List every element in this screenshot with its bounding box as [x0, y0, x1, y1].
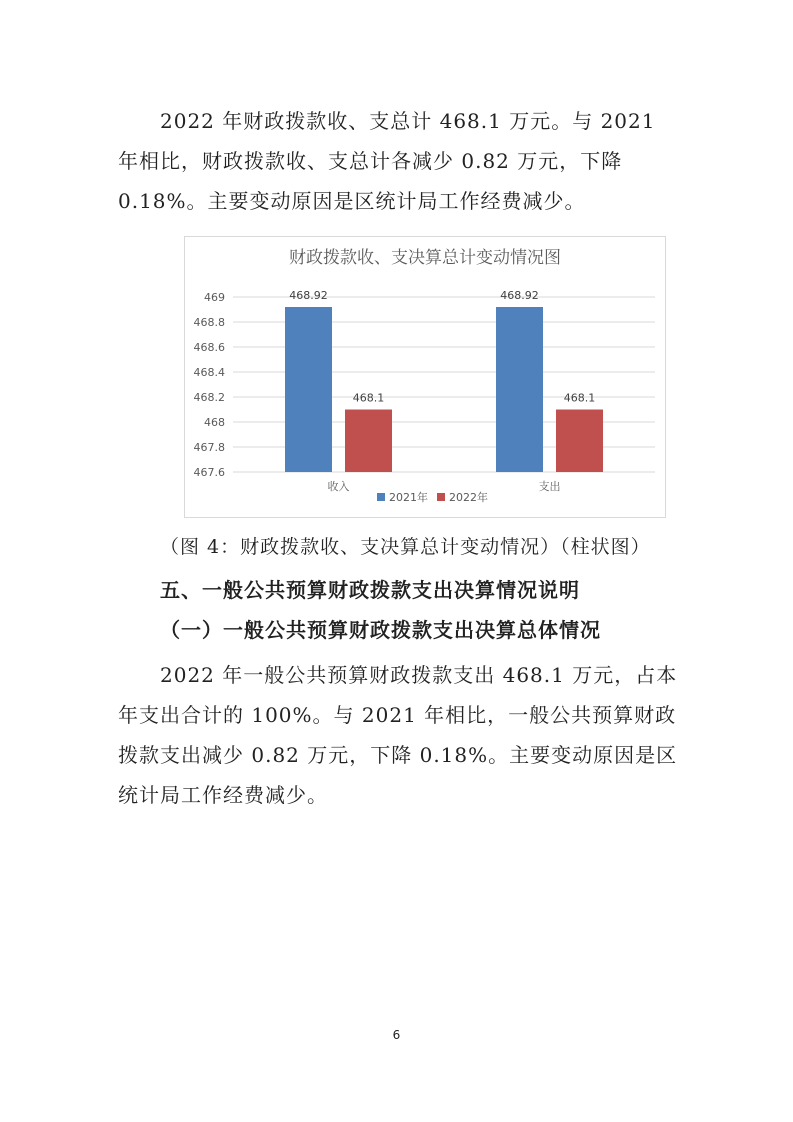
- section-heading: 五、一般公共预算财政拨款支出决算情况说明: [160, 578, 580, 602]
- y-tick-label: 468.6: [193, 341, 225, 354]
- data-label: 468.92: [289, 289, 328, 302]
- y-tick-label: 468: [204, 416, 225, 429]
- legend-swatch: [437, 493, 445, 501]
- chart-title: 财政拨款收、支决算总计变动情况图: [289, 248, 561, 268]
- x-category-label: 收入: [327, 480, 350, 493]
- data-label: 468.1: [352, 391, 385, 405]
- page-number: 6: [392, 1028, 401, 1042]
- data-label: 468.1: [563, 391, 596, 405]
- bar-chart-svg: [185, 237, 665, 517]
- x-category-label: 支出: [538, 480, 561, 493]
- paragraph-general-budget: [118, 655, 678, 815]
- y-tick-label: 468.8: [193, 316, 225, 329]
- paragraph-budget-total-text: 2022 年财政拨款收、支总计 468.1 万元。与 2021 年相比，财政拨款收、支总计各减少 0.82 万元，下降 0.18%。主要变动原因是区统计局工作经费减少。: [118, 109, 656, 213]
- y-tick-label: 468.4: [193, 366, 225, 379]
- y-tick-label: 469: [204, 291, 225, 304]
- bar-2021: [496, 307, 543, 472]
- data-label: 468.92: [500, 289, 539, 302]
- bar-2022: [345, 410, 392, 473]
- paragraph-general-budget-text: 2022 年一般公共预算财政拨款支出 468.1 万元，占本年支出合计的 100%。与 2021 年相比，一般公共预算财政拨款支出减少 0.82 万元，下降 0.18%。主要变动原因是区统计局工作经费减少。: [118, 663, 678, 807]
- y-tick-label: 468.2: [193, 391, 225, 404]
- figure-caption: （图 4：财政拨款收、支决算总计变动情况）（柱状图）: [160, 536, 651, 558]
- y-tick-label: 467.8: [193, 441, 225, 454]
- legend-swatch: [377, 493, 385, 501]
- bar-2021: [285, 307, 332, 472]
- legend-label: 2022年: [449, 491, 488, 504]
- paragraph-budget-total: [118, 101, 678, 221]
- bar-chart: [184, 236, 666, 518]
- y-tick-label: 467.6: [193, 466, 225, 479]
- bar-2022: [556, 410, 603, 473]
- subsection-heading: （一）一般公共预算财政拨款支出决算总体情况: [160, 618, 601, 642]
- legend-label: 2021年: [389, 491, 428, 504]
